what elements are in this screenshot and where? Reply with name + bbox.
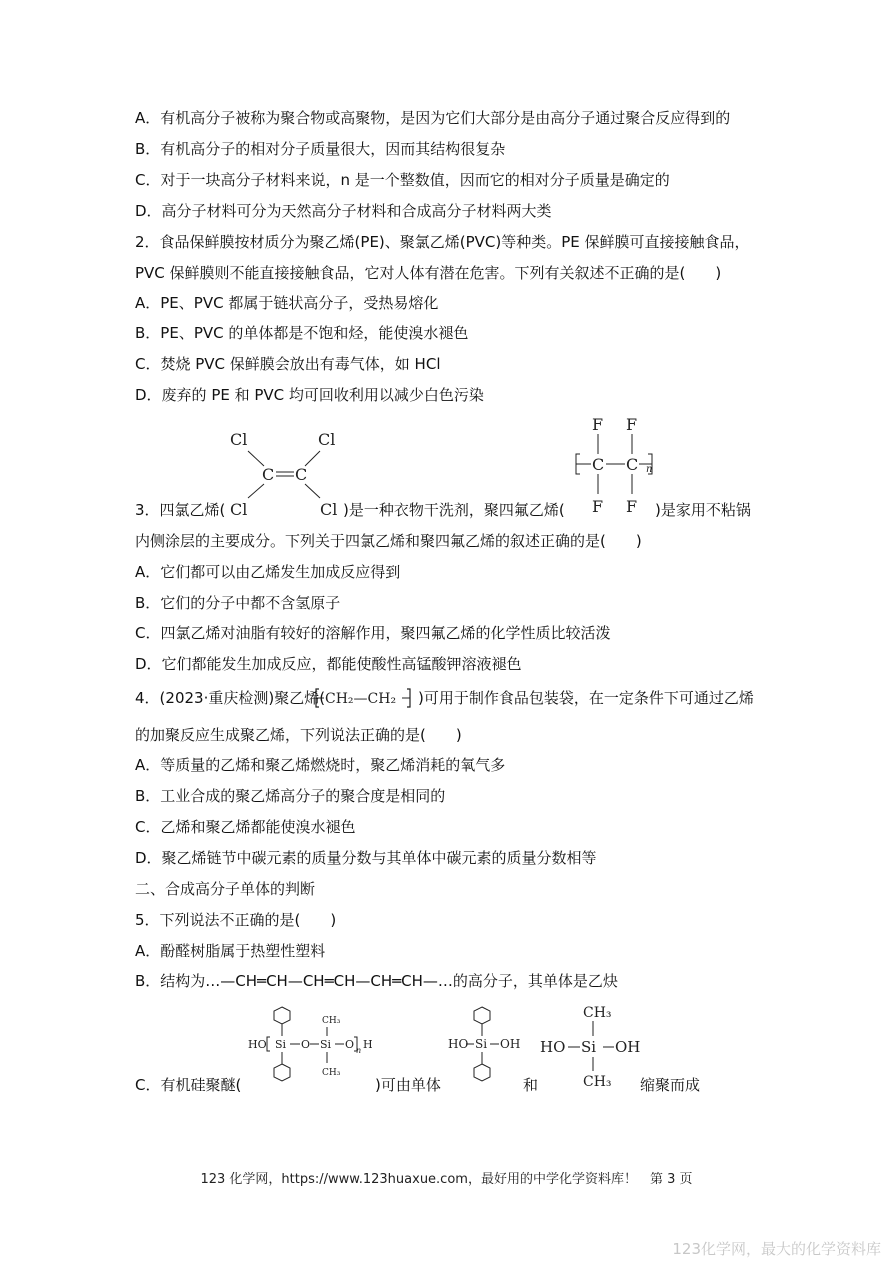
silicone-o-2: O — [345, 1038, 355, 1051]
tcl-cl-top-right: Cl — [318, 430, 336, 449]
q4-option-b: B．工业合成的聚乙烯高分子的聚合度是相同的 — [135, 787, 446, 805]
q2-stem-line2: PVC 保鲜膜则不能直接接触食品，它对人体有潜在危害。下列有关叙述不正确的是( ) — [135, 264, 722, 282]
q3-stem-part2: )是一种衣物干洗剂，聚四氟乙烯( — [343, 501, 565, 519]
silicone-ch3-bottom: CH₃ — [322, 1068, 341, 1078]
q5-option-c-part1: C．有机硅聚醚( — [135, 1076, 242, 1094]
q5-option-c-part2: )可由单体 — [375, 1076, 441, 1094]
ptfe-f-top-right: F — [626, 415, 638, 434]
section-heading: 二、合成高分子单体的判断 — [135, 880, 316, 898]
diphenyl-si: Si — [475, 1037, 488, 1051]
watermark: 123化学网，最大的化学资料库 — [672, 1240, 881, 1258]
silicone-ho: HO — [248, 1038, 267, 1051]
q4-stem-line2: 的加聚反应生成聚乙烯，下列说法正确的是( ) — [135, 726, 462, 744]
silicone-o-1: O — [301, 1038, 311, 1051]
q1-option-b: B．有机高分子的相对分子质量很大，因而其结构很复杂 — [135, 140, 506, 158]
diphenylsilanediol-structure — [445, 1003, 530, 1088]
silicone-si-1: Si — [275, 1038, 287, 1051]
q2-option-b: B．PE、PVC 的单体都是不饱和烃，能使溴水褪色 — [135, 324, 469, 342]
ptfe-f-bottom-right: F — [626, 497, 638, 516]
q5-option-c-part4: 缩聚而成 — [640, 1076, 701, 1094]
q3-stem-line2: 内侧涂层的主要成分。下列关于四氯乙烯和聚四氟乙烯的叙述正确的是( ) — [135, 532, 642, 550]
q4-option-d: D．聚乙烯链节中碳元素的质量分数与其单体中碳元素的质量分数相等 — [135, 849, 597, 867]
ptfe-f-top-left: F — [592, 415, 604, 434]
tcl-cl-top-left: Cl — [230, 430, 248, 449]
q3-stem-part3: )是家用不粘锅 — [655, 501, 751, 519]
q1-option-d: D．高分子材料可分为天然高分子材料和合成高分子材料两大类 — [135, 202, 552, 220]
q1-option-c: C．对于一块高分子材料来说，n 是一个整数值，因而它的相对分子质量是确定的 — [135, 171, 670, 189]
q2-option-d: D．废弃的 PE 和 PVC 均可回收利用以减少白色污染 — [135, 386, 484, 404]
ptfe-structure — [570, 410, 660, 520]
diphenyl-ho: HO — [448, 1037, 469, 1051]
q2-option-c: C．焚烧 PVC 保鲜膜会放出有毒气体，如 HCl — [135, 355, 441, 373]
silicone-si-2: Si — [320, 1038, 332, 1051]
ptfe-n: n — [646, 464, 653, 475]
q3-option-d: D．它们都能发生加成反应，都能使酸性高锰酸钾溶液褪色 — [135, 655, 522, 673]
q5-option-b: B．结构为…—CH═CH—CH═CH—CH═CH—…的高分子，其单体是乙炔 — [135, 972, 618, 990]
q5-option-a: A．酚醛树脂属于热塑性塑料 — [135, 942, 326, 960]
q4-stem-part1: 4．(2023·重庆检测)聚乙烯( — [135, 689, 326, 707]
q4-option-a: A．等质量的乙烯和聚乙烯燃烧时，聚乙烯消耗的氧气多 — [135, 756, 506, 774]
q4-stem-part2: )可用于制作食品包装袋，在一定条件下可通过乙烯 — [418, 689, 754, 707]
dimethylsilanediol-structure — [535, 1000, 650, 1090]
dimethyl-ch3-top: CH₃ — [583, 1005, 612, 1021]
page-footer: 123 化学网，https://www.123huaxue.com，最好用的中学化学资料库！ 第 3 页 — [200, 1172, 693, 1187]
q3-stem-part1: 3．四氯乙烯( — [135, 501, 226, 519]
polyethylene-formula — [314, 686, 418, 710]
silicone-n: n — [356, 1046, 362, 1055]
q3-option-a: A．它们都可以由乙烯发生加成反应得到 — [135, 563, 401, 581]
dimethyl-oh: OH — [615, 1038, 641, 1056]
q3-option-b: B．它们的分子中都不含氢原子 — [135, 594, 341, 612]
silicone-polyether-structure — [245, 1003, 380, 1088]
q2-option-a: A．PE、PVC 都属于链状高分子，受热易熔化 — [135, 294, 439, 312]
tcl-cl-bottom-right: Cl — [320, 500, 338, 519]
tcl-cl-bottom-left: Cl — [230, 500, 248, 519]
ptfe-c-right: C — [626, 455, 639, 474]
polyethylene-repeat-unit: CH₂—CH₂ — [325, 691, 397, 707]
q5-stem: 5．下列说法不正确的是( ) — [135, 911, 337, 929]
diphenyl-oh: OH — [500, 1037, 521, 1051]
tcl-c-left: C — [262, 465, 275, 484]
dimethyl-si: Si — [581, 1038, 597, 1056]
q1-option-a: A．有机高分子被称为聚合物或高聚物，是因为它们大部分是由高分子通过聚合反应得到的 — [135, 109, 731, 127]
tcl-c-right: C — [295, 465, 308, 484]
ptfe-c-left: C — [592, 455, 605, 474]
ptfe-f-bottom-left: F — [592, 497, 604, 516]
q3-option-c: C．四氯乙烯对油脂有较好的溶解作用，聚四氟乙烯的化学性质比较活泼 — [135, 624, 611, 642]
dimethyl-ho: HO — [540, 1038, 566, 1056]
dimethyl-ch3-bottom: CH₃ — [583, 1074, 612, 1090]
silicone-h: H — [363, 1038, 373, 1051]
tetrachloroethylene-structure — [220, 425, 350, 520]
q2-stem-line1: 2．食品保鲜膜按材质分为聚乙烯(PE)、聚氯乙烯(PVC)等种类。PE 保鲜膜可直接接触食品， — [135, 233, 750, 251]
silicone-ch3-top: CH₃ — [322, 1016, 341, 1026]
q5-option-c-part3: 和 — [523, 1076, 539, 1094]
q4-option-c: C．乙烯和聚乙烯都能使溴水褪色 — [135, 818, 356, 836]
